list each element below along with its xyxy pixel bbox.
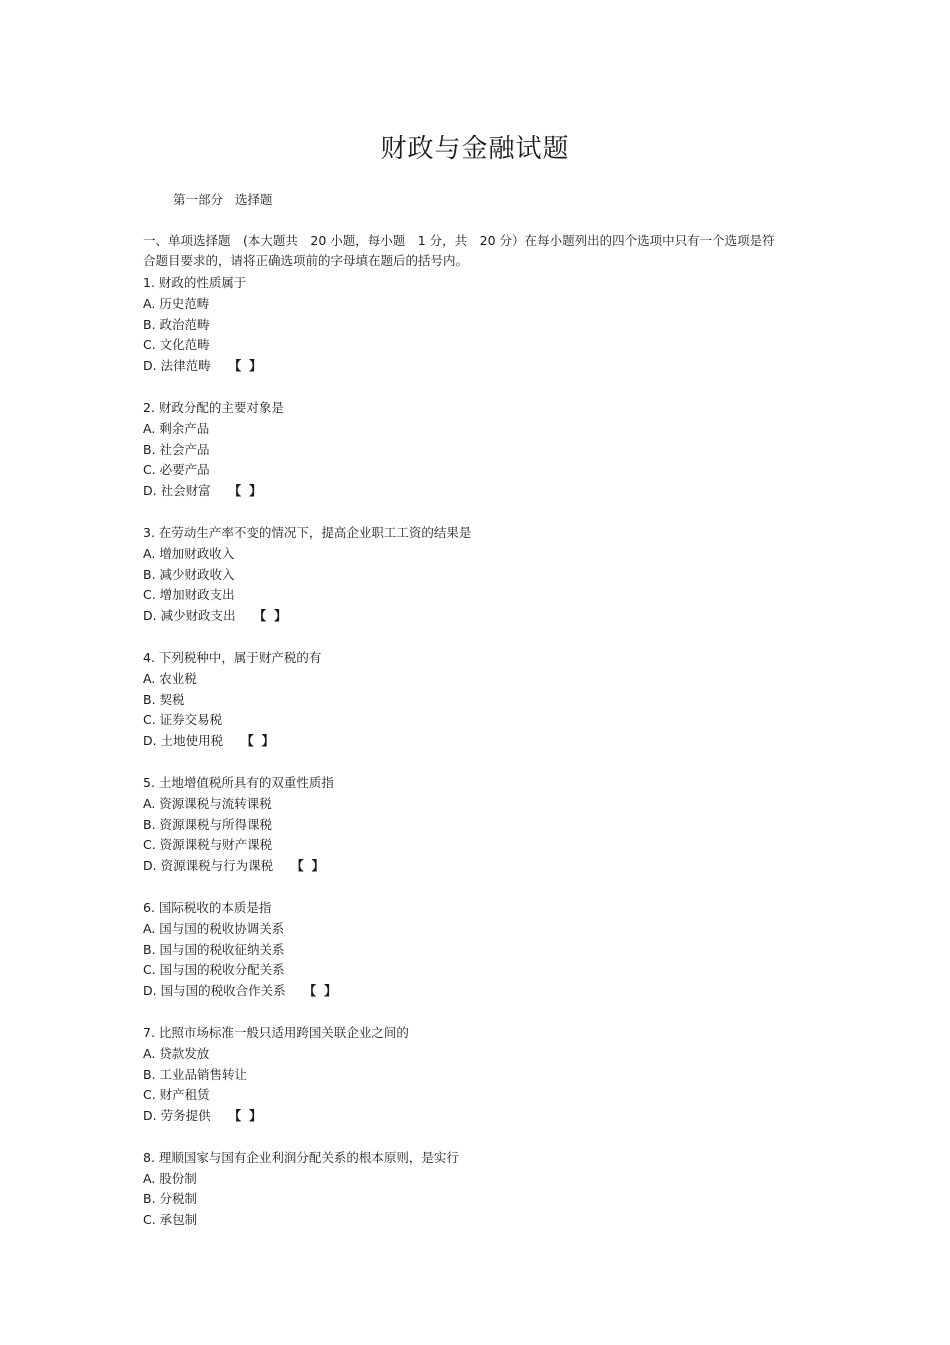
option-text: C. 承包制 [143,1212,198,1228]
question-option [143,669,803,690]
option-text: D. 法律范畴 [143,358,211,374]
question-option [143,960,803,981]
question-option [143,690,803,711]
question-option [143,731,803,752]
question-option [143,315,803,336]
question-stem: 5. 土地增值税所具有的双重性质指 [143,774,334,790]
option-text: D. 社会财富 [143,483,211,499]
question-option [143,481,803,502]
option-text: A. 历史范畴 [143,295,210,311]
option-text: B. 减少财政收入 [143,566,235,582]
option-text: B. 工业品销售转让 [143,1066,248,1082]
question-option [143,981,803,1002]
question-option [143,919,803,940]
option-text: B. 政治范畴 [143,316,210,332]
part-name: 选择题 [235,192,273,207]
question-option [143,544,803,565]
question-stem: 8. 理顺国家与国有企业利润分配关系的根本原则，是实行 [143,1149,459,1165]
question-item [143,648,803,752]
option-text: C. 必要产品 [143,462,210,478]
option-text: C. 增加财政支出 [143,587,235,603]
option-text: C. 财产租赁 [143,1087,210,1103]
option-text: B. 契税 [143,691,185,707]
option-text: D. 资源课税与行为课税 [143,858,274,874]
option-text: D. 国与国的税收合作关系 [143,983,286,999]
answer-bracket: 【】 [228,483,270,499]
option-text: C. 资源课税与财产课税 [143,837,273,853]
answer-bracket: 【】 [241,733,283,749]
option-text: A. 剩余产品 [143,420,210,436]
question-option [143,1106,803,1127]
answer-bracket: 【】 [228,358,270,374]
question-stem: 7. 比照市场标准一般只适用跨国关联企业之间的 [143,1024,409,1040]
question-option [143,794,803,815]
question-stem: 1. 财政的性质属于 [143,275,247,290]
answer-bracket: 【】 [228,1108,270,1124]
option-text: B. 社会产品 [143,441,210,457]
question-option [143,335,803,356]
question-option [143,1189,803,1210]
option-text: A. 增加财政收入 [143,545,235,561]
option-text: B. 分税制 [143,1191,198,1207]
option-text: C. 国与国的税收分配关系 [143,962,285,978]
question-item [143,1148,803,1231]
question-option [143,1085,803,1106]
question-list [143,273,803,1252]
answer-bracket: 【】 [253,608,295,624]
question-option [143,856,803,877]
question-item [143,398,803,502]
answer-bracket: 【】 [291,858,333,874]
page-title: 财政与金融试题 [380,134,570,164]
question-option [143,1065,803,1086]
question-option [143,356,803,377]
question-option [143,294,803,315]
part-label: 第一部分 [173,192,224,207]
question-option [143,815,803,836]
question-option [143,835,803,856]
section-heading [173,190,273,208]
option-text: C. 文化范畴 [143,337,210,353]
question-stem: 6. 国际税收的本质是指 [143,899,272,915]
question-stem: 2. 财政分配的主要对象是 [143,399,284,415]
option-text: A. 贷款发放 [143,1045,210,1061]
option-text: D. 土地使用税 [143,733,224,749]
option-text: B. 国与国的税收征纳关系 [143,941,285,957]
question-option [143,419,803,440]
option-text: A. 农业税 [143,670,197,686]
question-item [143,273,803,377]
option-text: A. 资源课税与流转课税 [143,795,272,811]
question-option [143,606,803,627]
question-option [143,1210,803,1231]
question-item [143,523,803,627]
option-text: C. 证券交易税 [143,712,223,728]
question-item [143,773,803,877]
option-text: B. 资源课税与所得课税 [143,816,273,832]
question-option [143,585,803,606]
option-text: D. 劳务提供 [143,1108,211,1124]
instructions-paragraph: 一、单项选择题 (本大题共 20 小题，每小题 1 分，共 20 分）在每小题列出的四个选项中只有一个选项是符合题目要求的，请将正确选项前的字母填在题后的括号内。 [143,233,775,268]
question-option [143,940,803,961]
option-text: A. 股份制 [143,1170,197,1186]
question-option [143,440,803,461]
question-option [143,710,803,731]
question-stem: 4. 下列税种中，属于财产税的有 [143,649,322,665]
question-item [143,1023,803,1127]
option-text: A. 国与国的税收协调关系 [143,920,285,936]
question-stem: 3. 在劳动生产率不变的情况下，提高企业职工工资的结果是 [143,524,472,540]
question-option [143,1169,803,1190]
question-item [143,898,803,1002]
question-option [143,460,803,481]
answer-bracket: 【】 [303,983,345,999]
question-option [143,1044,803,1065]
question-option [143,565,803,586]
option-text: D. 减少财政支出 [143,608,236,624]
